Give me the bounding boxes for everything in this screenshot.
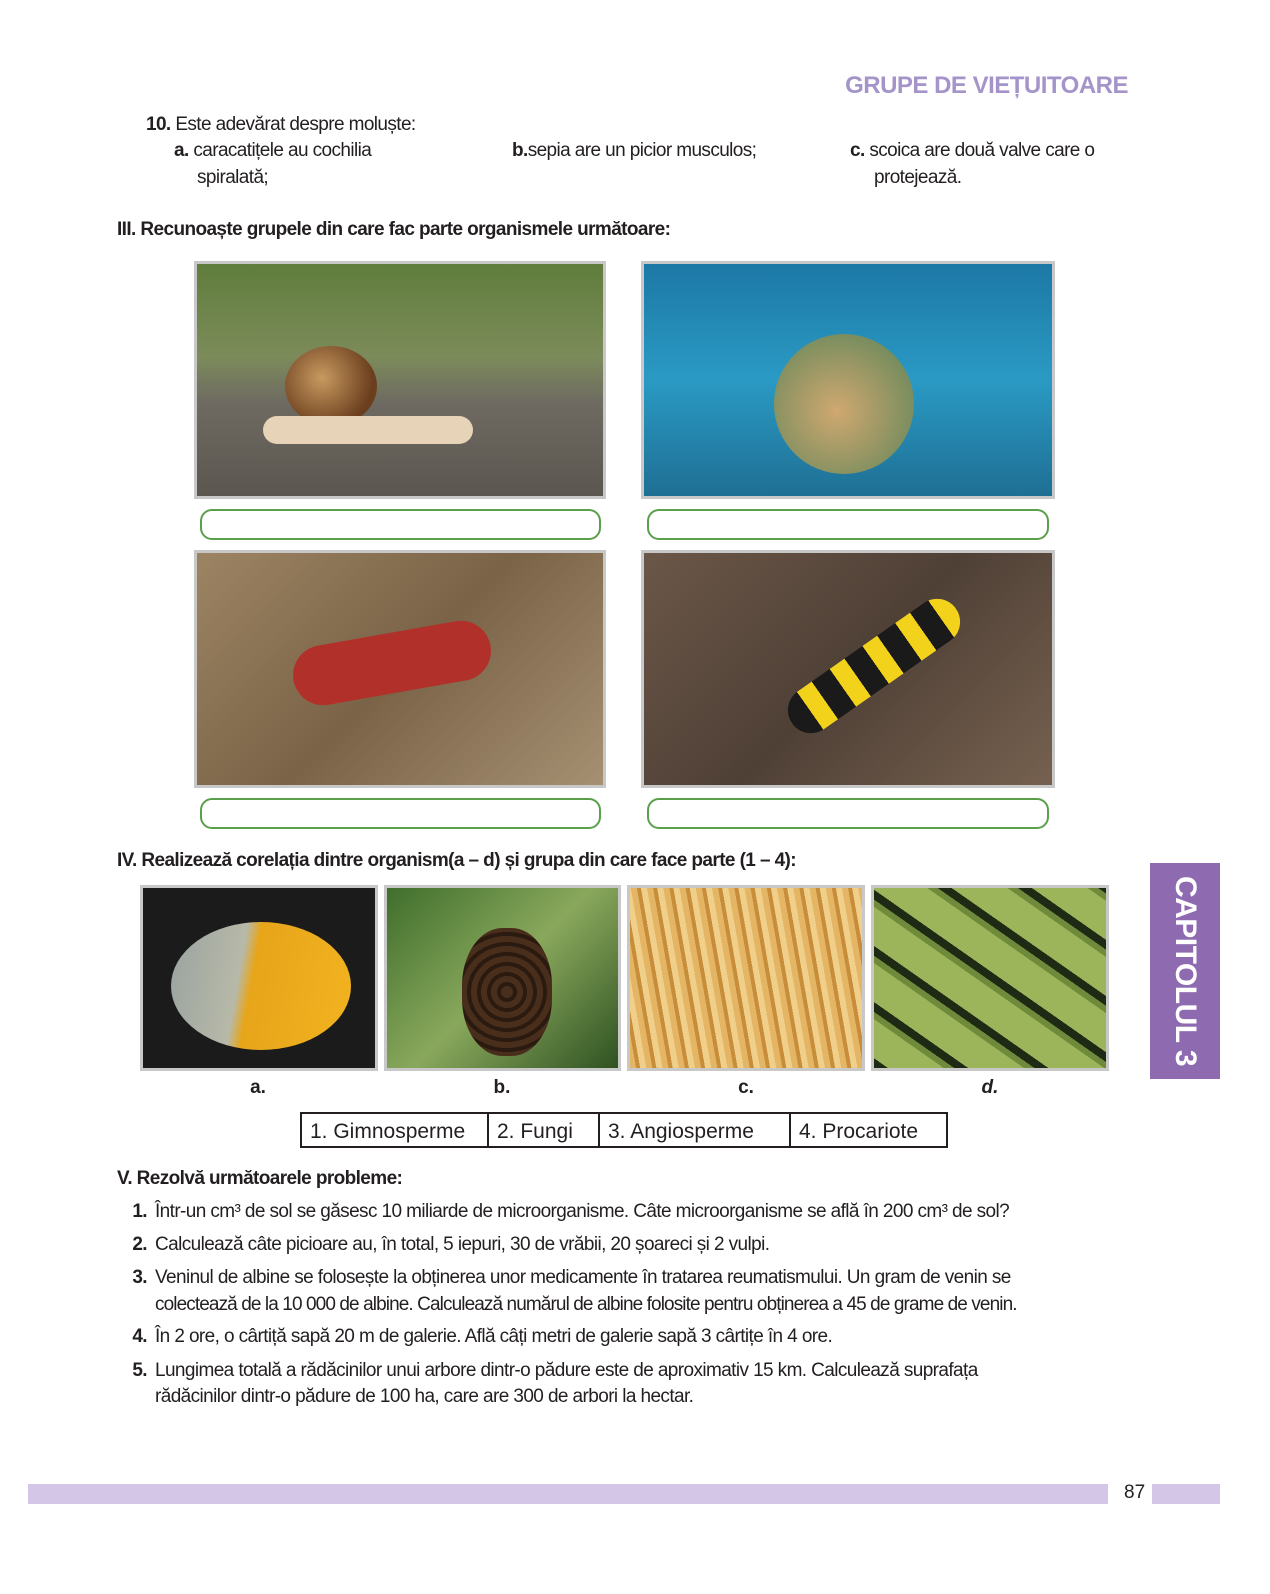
chapter-tab: CAPITOLUL 3 <box>1150 863 1220 1079</box>
lemon <box>171 922 351 1050</box>
answer-box-crayfish[interactable] <box>200 798 601 829</box>
answer-box-turtle[interactable] <box>647 509 1049 540</box>
snail-photo <box>194 261 606 499</box>
problem-3-cont: colectează de la 10 000 de albine. Calculează numărul de albine folosite pentru obținerea a 45 de grame de venin. <box>155 1294 1017 1315</box>
pine-cone-photo <box>384 885 621 1071</box>
group-procariote: 4. Procariote <box>799 1120 919 1143</box>
snail-shell <box>285 346 377 426</box>
salamander-photo <box>641 550 1055 788</box>
option-c-cont: protejează. <box>874 167 962 188</box>
groups-table <box>300 1112 948 1148</box>
option-c: c. scoica are două valve care o <box>850 140 1095 161</box>
crayfish-body <box>288 616 495 710</box>
option-a-cont: spiralată; <box>197 167 269 188</box>
sea-turtle-photo <box>641 261 1055 499</box>
group-fungi: 2. Fungi <box>489 1114 600 1146</box>
section-3-heading: III. Recunoaște grupele din care fac parte organismele următoare: <box>117 219 671 240</box>
label-a: a. <box>250 1077 266 1098</box>
footer-bar-left <box>28 1484 1108 1504</box>
footer-bar-right <box>1152 1484 1220 1504</box>
section-5-heading: V. Rezolvă următoarele probleme: <box>117 1168 403 1189</box>
label-d: d. <box>981 1077 999 1098</box>
section-4-heading: IV. Realizează corelația dintre organism(a – d) și grupa din care face parte (1 – 4): <box>117 850 797 871</box>
problem-2: 2. Calculează câte picioare au, în total, 5 iepuri, 30 de vrăbii, 20 șoareci și 2 vulpi. <box>132 1234 770 1255</box>
question-10: 10. Este adevărat despre moluște: <box>146 114 416 135</box>
problem-5: 5. Lungimea totală a rădăcinilor unui arbore dintr-o pădure este de aproximativ 15 km. Calculează suprafața <box>132 1360 978 1381</box>
problem-3: 3. Veninul de albine se folosește la obținerea unor medicamente în tratarea reumatismului. Un gram de venin se <box>132 1267 1011 1288</box>
answer-box-salamander[interactable] <box>647 798 1049 829</box>
pine-cone <box>462 928 552 1056</box>
turtle-shell <box>774 334 914 474</box>
salamander-body <box>779 590 969 742</box>
snail-body <box>263 416 473 444</box>
group-gimnosperme: 1. Gimnosperme <box>302 1114 489 1146</box>
crayfish-photo <box>194 550 606 788</box>
bacteria-photo <box>871 885 1109 1071</box>
group-angiosperme: 3. Angiosperme <box>600 1114 791 1146</box>
label-b: b. <box>493 1077 511 1098</box>
problem-4: 4. În 2 ore, o cârtiță sapă 20 m de galerie. Află câți metri de galerie sapă 3 cârtițe în 4 ore. <box>132 1326 833 1347</box>
problem-1: 1. Într-un cm³ de sol se găsesc 10 miliarde de microorganisme. Câte microorganisme se află în 200 cm³ de sol? <box>132 1201 1010 1222</box>
option-a: a. caracatițele au cochilia <box>174 140 372 161</box>
page-number: 87 <box>1124 1482 1146 1503</box>
option-b: b.sepia are un picior musculos; <box>512 140 757 161</box>
wheat-photo <box>627 885 865 1071</box>
moldy-lemon-photo <box>140 885 378 1071</box>
answer-box-snail[interactable] <box>200 509 601 540</box>
problem-5-cont: rădăcinilor dintr-o pădure de 100 ha, care are 300 de arbori la hectar. <box>155 1386 694 1407</box>
section-title: GRUPE DE VIEȚUITOARE <box>845 72 1128 99</box>
label-c: c. <box>738 1077 754 1098</box>
